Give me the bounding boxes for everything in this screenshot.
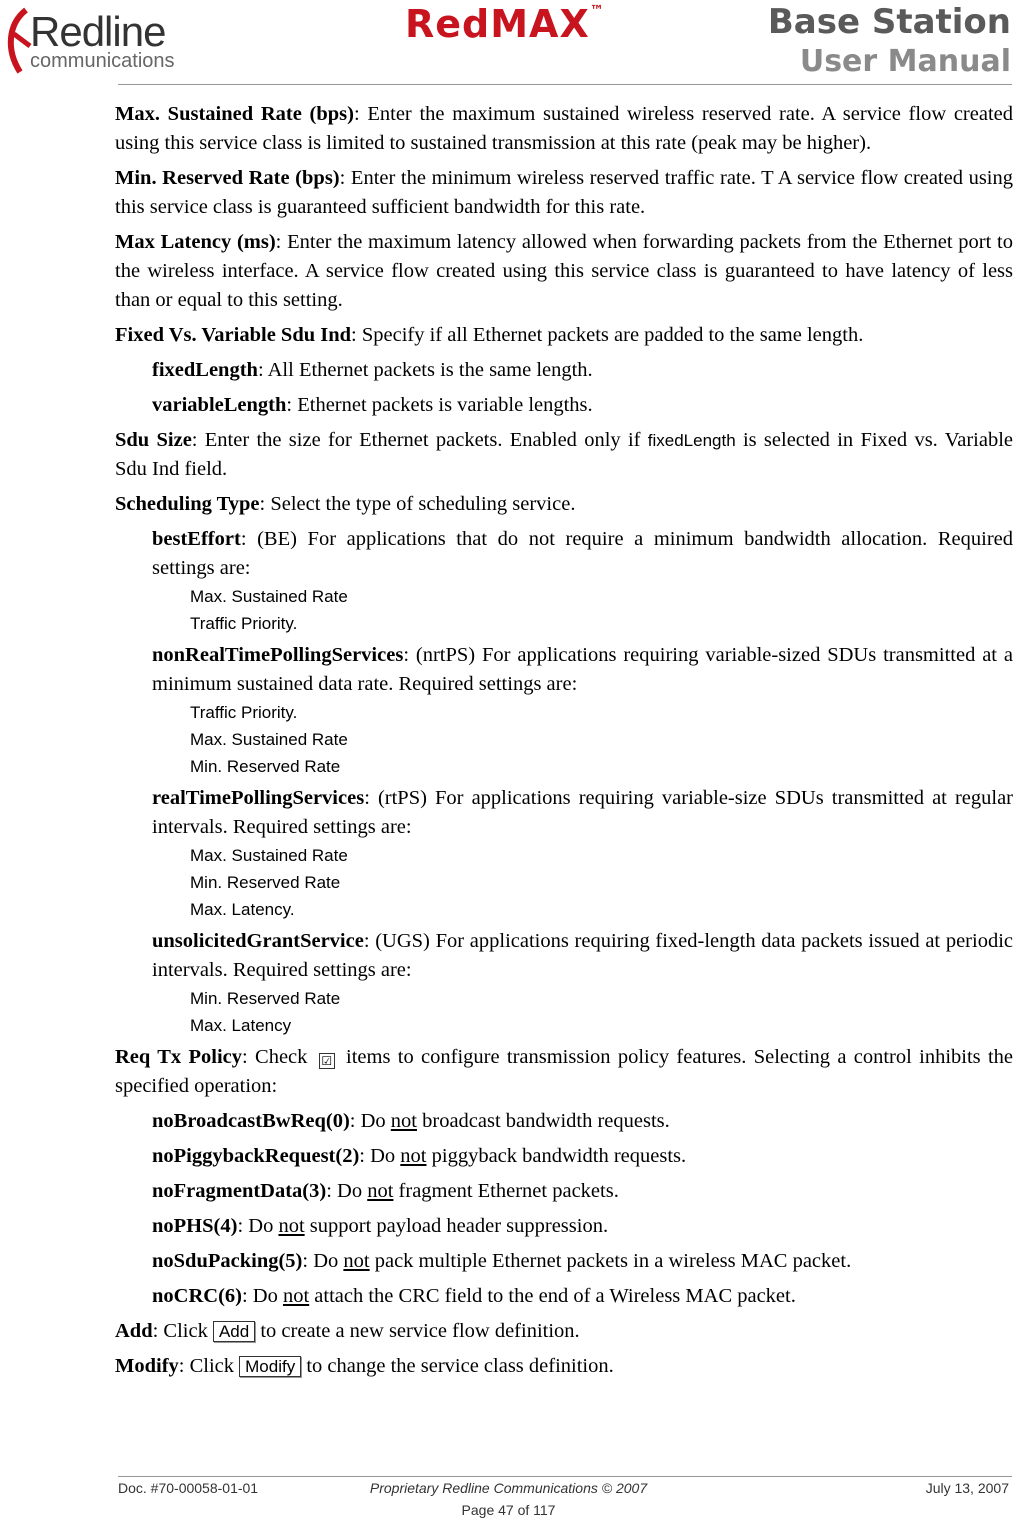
list-item: Min. Reserved Rate [190,757,341,776]
doc-title: Base Station [767,2,1011,42]
para-fixed-vs-variable: Fixed Vs. Variable Sdu Ind: Specify if all Ethernet packets are padded to the same length. [115,324,864,346]
list-item: Max. Sustained Rate [190,846,348,865]
header-divider [118,84,1012,85]
para-scheduling-type: Scheduling Type: Select the type of scheduling service. [115,493,576,515]
list-item: Max. Sustained Rate [190,730,348,749]
para-fixed-length: fixedLength: All Ethernet packets is the same length. [152,359,593,381]
logo-word: Redline [30,8,166,55]
para-best-effort: bestEffort: (BE) For applications that do not require a minimum bandwidth allocation. Required settings are: [152,528,1013,579]
policy-item: noPiggybackRequest(2): Do not piggyback bandwidth requests. [152,1145,687,1167]
policy-item: noSduPacking(5): Do not pack multiple Ethernet packets in a wireless MAC packet. [152,1250,852,1272]
footer-doc-number: Doc. #70-00058-01-01 [118,1480,259,1496]
footer-page-number: Page 47 of 117 [461,1502,556,1518]
para-sdu-size: Sdu Size: Enter the size for Ethernet packets. Enabled only if fixedLength is selected in Fixed vs. Variable Sdu Ind field. [115,429,1014,480]
doc-subtitle: User Manual [799,44,1011,79]
footer-copyright: Proprietary Redline Communications © 2007 [369,1480,648,1496]
para-variable-length: variableLength: Ethernet packets is variable lengths. [152,394,593,416]
page-header [0,0,1017,88]
policy-item: noPHS(4): Do not support payload header suppression. [152,1215,609,1237]
add-button: Add [213,1321,255,1342]
list-item: Traffic Priority. [190,614,298,633]
logo-sub: communications [30,50,175,72]
para-nrtps: nonRealTimePollingServices: (nrtPS) For applications requiring variable-sized SDUs transmitted at a minimum sustained data rate. Required settings are: [152,644,1013,695]
para-modify: Modify: Click Modify to change the service class definition. [115,1355,614,1377]
list-item: Max. Latency. [190,900,295,919]
page-body [115,100,1013,1387]
modify-button: Modify [239,1356,301,1377]
policy-item: noFragmentData(3): Do not fragment Ethernet packets. [152,1180,619,1202]
para-min-reserved: Min. Reserved Rate (bps): Enter the minimum wireless reserved traffic rate. T A service flow created using this service class is guaranteed sufficient bandwidth for this rate. [115,167,1013,218]
para-max-sustained: Max. Sustained Rate (bps): Enter the maximum sustained wireless reserved rate. A service flow created using this service class is limited to sustained transmission at this rate (peak may be higher). [115,103,1014,154]
footer-date: July 13, 2007 [925,1480,1009,1496]
para-rtps: realTimePollingServices: (rtPS) For applications requiring variable-size SDUs transmitted at regular intervals. Required settings are: [152,787,1013,838]
para-ugs: unsolicitedGrantService: (UGS) For applications requiring fixed-length data packets issued at periodic intervals. Required settings are: [152,930,1013,981]
para-add: Add: Click Add to create a new service flow definition. [115,1320,580,1342]
para-req-tx-policy: Req Tx Policy: Check ☑ items to configure transmission policy features. Selecting a control inhibits the specified operation: [115,1046,1013,1097]
list-item: Traffic Priority. [190,703,298,722]
list-item: Max. Latency [190,1016,292,1035]
redline-logo [4,6,209,76]
policy-item: noCRC(6): Do not attach the CRC field to the end of a Wireless MAC packet. [152,1285,796,1307]
checkbox-icon: ☑ [319,1053,335,1069]
policy-item: noBroadcastBwReq(0): Do not broadcast bandwidth requests. [152,1110,670,1132]
list-item: Min. Reserved Rate [190,989,341,1008]
list-item: Max. Sustained Rate [190,587,348,606]
list-item: Min. Reserved Rate [190,873,341,892]
product-name: RedMAX™ [405,2,605,46]
footer-divider [118,1476,1012,1477]
para-max-latency: Max Latency (ms): Enter the maximum latency allowed when forwarding packets from the Ethernet port to the wireless interface. A service flow created using this service class is guaranteed to have latency of less than or equal to this setting. [115,231,1013,311]
